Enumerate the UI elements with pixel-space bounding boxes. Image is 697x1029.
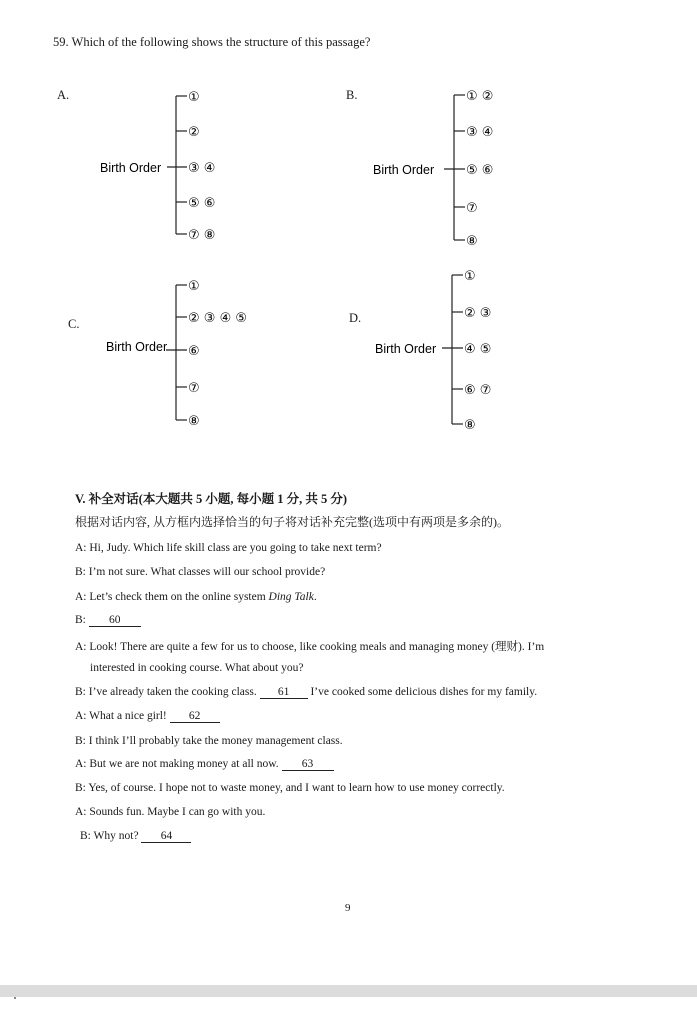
dialogue-line-3-pre: A: Let’s check them on the online system: [75, 591, 269, 603]
option-a-branch-1: ①: [188, 90, 200, 105]
dialogue-line-1: A: Hi, Judy. Which life skill class are you going to take next term?: [75, 542, 382, 554]
option-a-branch-2: ②: [188, 125, 200, 140]
dialogue-line-13: [80, 830, 191, 843]
answer-blank-61: 61: [260, 686, 308, 699]
dialogue-line-3-post: .: [313, 591, 317, 603]
option-a-root: Birth Order: [100, 161, 162, 175]
option-d-branch-2: ② ③: [464, 306, 492, 321]
dialogue-line-11: B: Yes, of course. I hope not to waste money, and I want to learn how to use money correctly.: [75, 782, 505, 794]
dialogue-line-6: interested in cooking course. What about you?: [90, 662, 304, 674]
page-number: 9: [345, 902, 351, 914]
answer-blank-64: 64: [141, 830, 191, 843]
option-d-letter: D.: [349, 311, 362, 325]
option-b-branch-5: ⑧: [466, 234, 478, 249]
option-a-tree: [95, 85, 265, 245]
option-c-root: Birth Order: [106, 340, 168, 354]
option-d-branch-3: ④ ⑤: [464, 342, 492, 357]
dialogue-line-10-pre: A: But we are not making money at all now.: [75, 758, 282, 770]
answer-blank-63: 63: [282, 758, 334, 771]
option-a-branch-3: ③ ④: [188, 161, 216, 176]
option-b-letter: B.: [346, 88, 358, 102]
option-c-tree: [102, 275, 272, 430]
option-c-branch-3: ⑥: [188, 344, 200, 359]
dialogue-line-13-pre: B: Why not?: [80, 830, 142, 842]
option-c-letter: C.: [68, 317, 80, 331]
option-b-tree: [370, 85, 540, 250]
option-d-root: Birth Order: [375, 342, 437, 356]
dialogue-line-8: [75, 710, 220, 723]
answer-blank-60: 60: [89, 614, 141, 627]
option-b-branch-4: ⑦: [466, 201, 478, 216]
option-b-branch-1: ① ②: [466, 89, 494, 104]
option-a-letter: A.: [57, 88, 70, 102]
section-instruction: 根据对话内容, 从方框内选择恰当的句子将对话补充完整(选项中有两项是多余的)。: [75, 515, 509, 529]
answer-blank-62: 62: [170, 710, 220, 723]
dialogue-line-3: [75, 591, 317, 603]
dialogue-line-3-italic: Ding Talk: [268, 591, 314, 603]
dialogue-line-7: [75, 686, 537, 699]
option-c-branch-1: ①: [188, 279, 200, 294]
dialogue-line-10: [75, 758, 334, 771]
option-a-branch-4: ⑤ ⑥: [188, 196, 216, 211]
section-title: V. 补全对话(本大题共 5 小题, 每小题 1 分, 共 5 分): [75, 492, 347, 506]
dialogue-line-4: [75, 614, 141, 627]
scan-dot: [14, 997, 16, 999]
option-d-branch-4: ⑥ ⑦: [464, 383, 492, 398]
option-c-branch-5: ⑧: [188, 414, 200, 429]
option-c-branch-4: ⑦: [188, 381, 200, 396]
option-d-branch-1: ①: [464, 269, 476, 284]
dialogue-line-12: A: Sounds fun. Maybe I can go with you.: [75, 806, 266, 818]
scan-edge-bar: [0, 985, 697, 997]
dialogue-line-5: A: Look! There are quite a few for us to choose, like cooking meals and managing money (理财). I’m: [75, 641, 545, 653]
dialogue-line-8-pre: A: What a nice girl!: [75, 710, 170, 722]
option-d-tree: [372, 265, 542, 435]
option-c-branch-2: ② ③ ④ ⑤: [188, 311, 248, 326]
option-b-branch-3: ⑤ ⑥: [466, 163, 494, 178]
dialogue-line-2: B: I’m not sure. What classes will our school provide?: [75, 566, 326, 578]
dialogue-line-9: B: I think I’ll probably take the money management class.: [75, 735, 343, 747]
dialogue-line-7-post: I’ve cooked some delicious dishes for my family.: [307, 686, 538, 698]
option-d-branch-5: ⑧: [464, 418, 476, 433]
option-b-branch-2: ③ ④: [466, 125, 494, 140]
dialogue-line-7-pre: B: I’ve already taken the cooking class.: [75, 686, 260, 698]
option-b-root: Birth Order: [373, 163, 435, 177]
question-title: 59. Which of the following shows the structure of this passage?: [53, 35, 371, 49]
dialogue-line-4-pre: B:: [75, 614, 89, 626]
option-a-branch-5: ⑦ ⑧: [188, 228, 216, 243]
